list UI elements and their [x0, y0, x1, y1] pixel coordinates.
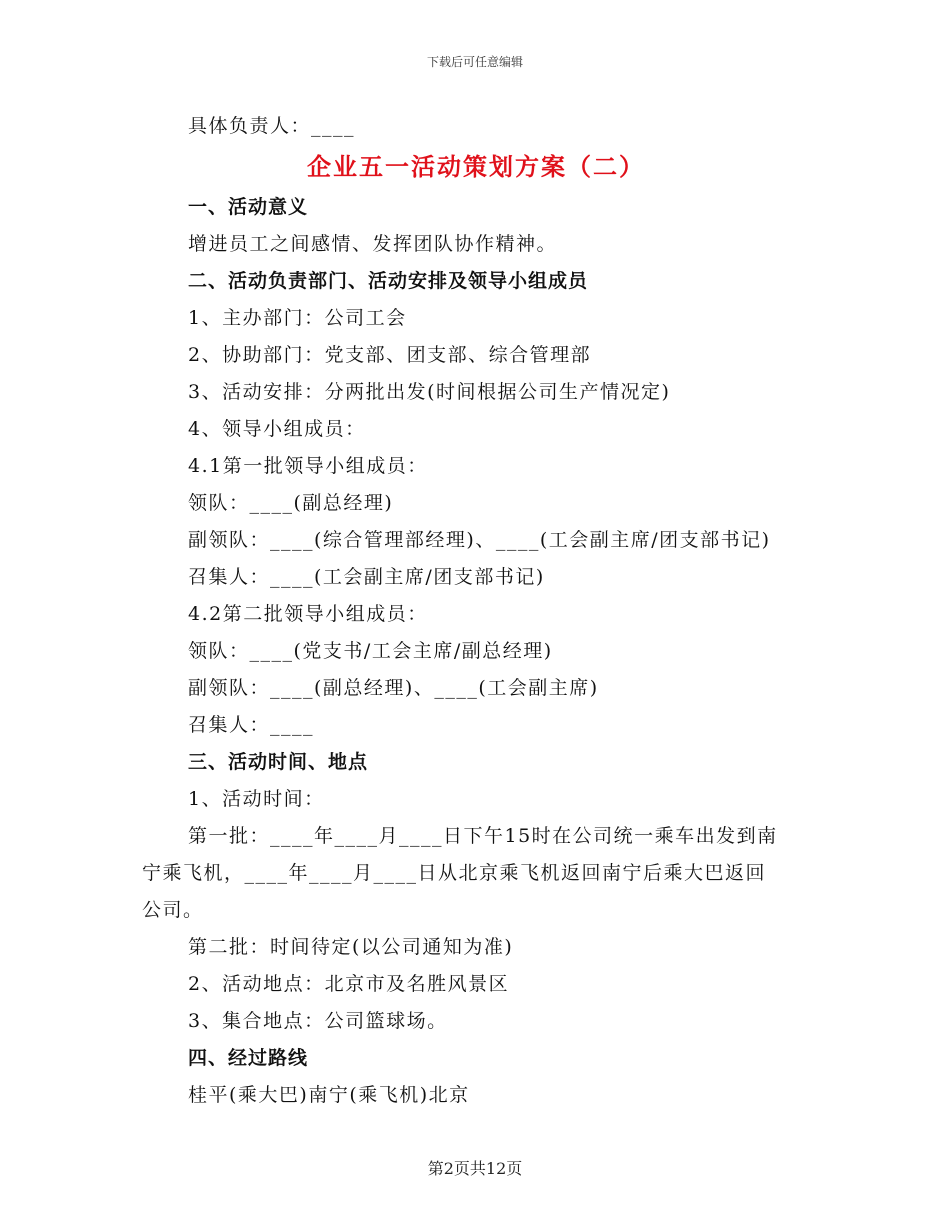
section-heading: 二、活动负责部门、活动安排及领导小组成员 [188, 270, 589, 292]
paragraph-line: 召集人：____(工会副主席/团支部书记) [188, 566, 545, 588]
paragraph-line: 第二批：时间待定(以公司通知为准) [188, 936, 514, 958]
paragraph-line: 4.1第一批领导小组成员： [188, 455, 428, 477]
paragraph-line: 领队：____(党支书/工会主席/副总经理) [188, 640, 553, 662]
page-header: 下载后可任意编辑 [426, 55, 523, 69]
paragraph-line: 副领队：____(综合管理部经理)、____(工会副主席/团支部书记) [188, 529, 771, 551]
document-title: 企业五一活动策划方案（二） [307, 152, 645, 181]
paragraph-line: 2、活动地点：北京市及名胜风景区 [188, 973, 510, 995]
page-footer: 第2页共12页 [427, 1159, 523, 1178]
section-heading: 三、活动时间、地点 [188, 751, 369, 773]
paragraph-line: 2、协助部门：党支部、团支部、综合管理部 [188, 344, 592, 366]
paragraph-line: 4、领导小组成员： [188, 418, 366, 440]
paragraph-line: 副领队：____(副总经理)、____(工会副主席) [188, 677, 599, 699]
section-heading: 一、活动意义 [188, 196, 309, 218]
paragraph-line: 领队：____(副总经理) [188, 492, 394, 514]
paragraph-line: 增进员工之间感情、发挥团队协作精神。 [188, 233, 558, 255]
paragraph-line: 宁乘飞机，____年____月____日从北京乘飞机返回南宁后乘大巴返回 [142, 862, 767, 884]
paragraph-line: 3、活动安排：分两批出发(时间根据公司生产情况定) [188, 381, 671, 403]
paragraph-line: 4.2第二批领导小组成员： [188, 603, 428, 625]
paragraph-line: 3、集合地点：公司篮球场。 [188, 1010, 448, 1032]
paragraph-line: 公司。 [142, 899, 204, 921]
document-lines [142, 189, 810, 1114]
responsible-person-line: 具体负责人：____ [188, 115, 356, 137]
document-body [142, 108, 810, 1114]
paragraph-line: 1、主办部门：公司工会 [188, 307, 407, 329]
paragraph-line: 1、活动时间： [188, 788, 325, 810]
section-heading: 四、经过路线 [188, 1047, 309, 1069]
paragraph-line: 桂平(乘大巴)南宁(乘飞机)北京 [188, 1084, 470, 1106]
paragraph-line: 召集人：____ [188, 714, 315, 736]
paragraph-line: 第一批：____年____月____日下午15时在公司统一乘车出发到南 [188, 825, 778, 847]
